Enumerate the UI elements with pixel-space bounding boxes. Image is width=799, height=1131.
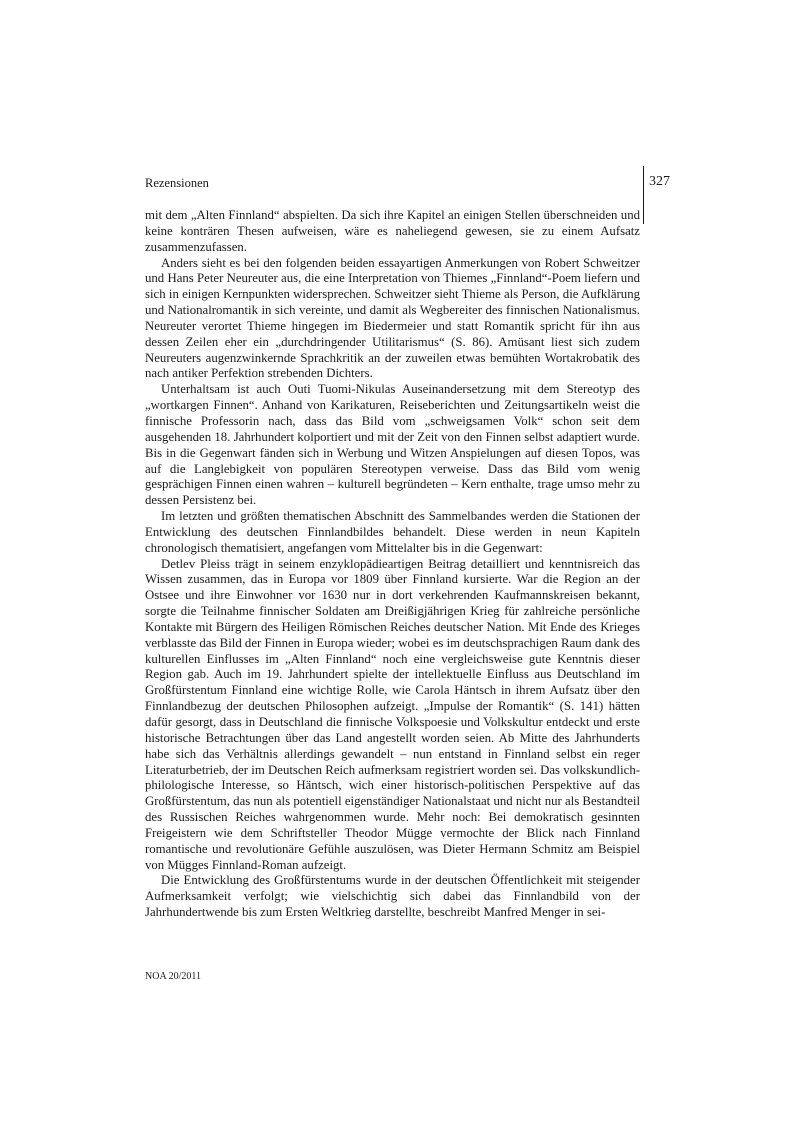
journal-footer: NOA 20/2011 [145, 971, 202, 982]
body-text [145, 208, 640, 921]
page-number: 327 [649, 174, 670, 189]
paragraph: Detlev Pleiss trägt in seinem enzyklopädieartigen Beitrag detailliert und kenntnisreich das Wissen zusammen, das in Europa vor 1809 über Finnland kursierte. War die Region an der Ostsee und ihre Einwohner vor 1630 nur in dort verkehrenden Kaufmannskreisen bekannt, sorgte die Teilnahme finnischer Soldaten am Dreißigjährigen Krieg für zahlreiche persönliche Kontakte mit Bürgern des Heiligen Römischen Reiches deutscher Nation. Mit Ende des Krieges verblasste das Bild der Finnen in Europa wieder; wobei es im deutschsprachigen Raum dank des kulturellen Einflusses im „Alten Finnland“ noch eine vergleichsweise gute Kenntnis dieser Region gab. Auch im 19. Jahrhundert spielte der intellektuelle Einfluss aus Deutschland im Großfürstentum Finnland eine wichtige Rolle, wie Carola Häntsch in ihrem Aufsatz über den Finnlandbezug der deutschen Philosophen aufzeigt. „Impulse der Romantik“ (S. 141) hätten dafür gesorgt, dass in Deutschland die finnische Volkspoesie und Volkskultur entdeckt und erste historische Betrachtungen über das Land angestellt worden seien. Ab Mitte des Jahrhunderts habe sich das Verhältnis allerdings gewandelt – nun entstand in Finnland selbst ein reger Literaturbetrieb, der im Deutschen Reich aufmerksam registriert worden sei. Das volkskundlich-philologische Interesse, so Häntsch, wich einer historisch-politischen Perspektive auf das Großfürstentum, das nun als potentiell eigenständiger Nationalstaat und nicht nur als Bestandteil des Russischen Reiches wahrgenommen wurde. Mehr noch: Bei demokratisch gesinnten Freigeistern wie dem Schriftsteller Theodor Mügge vermochte der Blick nach Finnland romantische und revolutionäre Gefühle auszulösen, was Dieter Hermann Schmitz am Beispiel von Mügges Finnland-Roman aufzeigt. [145, 556, 640, 872]
paragraph: mit dem „Alten Finnland“ abspielten. Da sich ihre Kapitel an einigen Stellen überschneiden und keine konträren Thesen aufweisen, wäre es naheliegend gewesen, sie zu einem Aufsatz zusammenzufassen. [145, 208, 640, 254]
paragraph: Im letzten und größten thematischen Abschnitt des Sammelbandes werden die Stationen der Entwicklung des deutschen Finnlandbildes behandelt. Diese werden in neun Kapiteln chronologisch thematisiert, angefangen vom Mittelalter bis in die Gegenwart: [145, 509, 640, 555]
paragraph: Die Entwicklung des Großfürstentums wurde in der deutschen Öffentlichkeit mit steigender Aufmerksamkeit verfolgt; wie vielschichtig sich dabei das Finnlandbild von der Jahrhundertwende bis zum Ersten Weltkrieg darstellte, beschreibt Manfred Menger in sei- [145, 873, 640, 920]
margin-rule [643, 166, 644, 224]
paragraph: Unterhaltsam ist auch Outi Tuomi-Nikulas Auseinandersetzung mit dem Stereotyp des „wortkargen Finnen“. Anhand von Karikaturen, Reiseberichten und Zeitungsartikeln weist die finnische Professorin nach, dass das Bild vom „schweigsamen Volk“ schon seit dem ausgehenden 18. Jahrhundert kolportiert und mit der Zeit von den Finnen selbst adaptiert wurde. Bis in die Gegenwart fänden sich in Werbung und Witzen Anspielungen auf diesen Topos, was auf die Langlebigkeit von populären Stereotypen verweise. Dass das Bild vom wenig gesprächigen Finnen einen wahren – kulturell begründeten – Kern enthalte, trage umso mehr zu dessen Persistenz bei. [145, 382, 640, 508]
running-head: Rezensionen [145, 176, 209, 190]
paragraph: Anders sieht es bei den folgenden beiden essayartigen Anmerkungen von Robert Schweitzer und Hans Peter Neureuter aus, die eine Interpretation von Thiemes „Finnland“-Poem liefern und sich in einigen Kernpunkten widersprechen. Schweitzer sieht Thieme als Person, die Aufklärung und Nationalromantik in sich vereinte, und damit als Wegbereiter des finnischen Nationalismus. Neureuter verortet Thieme hingegen im Biedermeier und statt Romantik spricht für ihn aus dessen Zeilen eher ein „durchdringender Utilitarismus“ (S. 86). Amüsant liest sich zudem Neureuters augenzwinkernde Sprachkritik an der zuweilen etwas bemühten Wortakrobatik des nach antiker Perfektion strebenden Dichters. [145, 255, 640, 381]
